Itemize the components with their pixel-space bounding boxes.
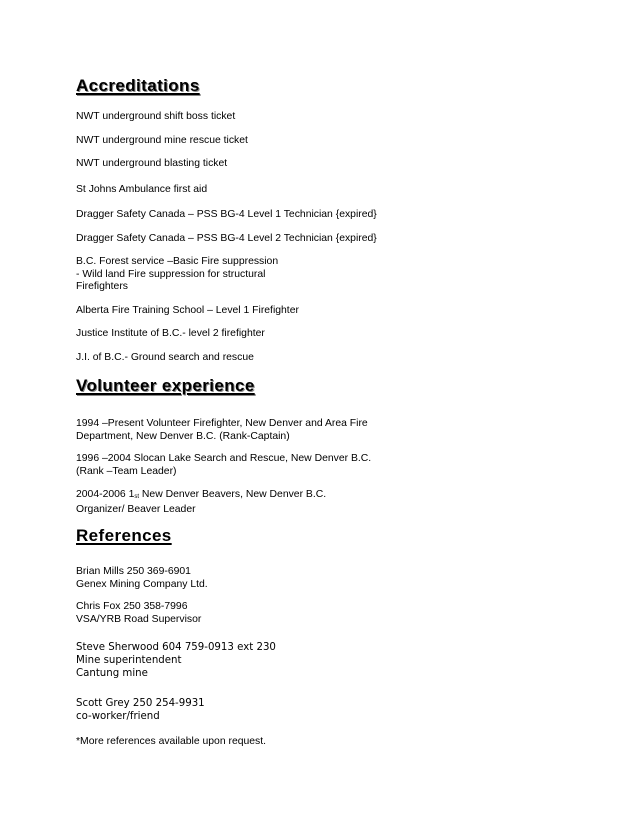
accreditation-item: Dragger Safety Canada – PSS BG-4 Level 2 Technician {expired} xyxy=(76,233,377,244)
accreditation-item: NWT underground blasting ticket xyxy=(76,158,228,169)
reference-line: Chris Fox 250 358-7996 xyxy=(76,601,188,612)
accreditation-item: Alberta Fire Training School – Level 1 Firefighter xyxy=(76,305,299,316)
volunteer-entry xyxy=(76,418,368,443)
accreditation-item: NWT underground shift boss ticket xyxy=(76,111,236,122)
volunteer-line-part: 2004-2006 1 xyxy=(76,489,135,500)
accreditation-item: St Johns Ambulance first aid xyxy=(76,184,208,195)
volunteer-line: Organizer/ Beaver Leader xyxy=(76,503,196,515)
accreditation-line: - Wild land Fire suppression for structural xyxy=(76,268,266,280)
accreditation-item: Dragger Safety Canada – PSS BG-4 Level 1 Technician {expired} xyxy=(76,209,377,220)
reference-line: Brian Mills 250 369-6901 xyxy=(76,566,191,577)
volunteer-line: 1994 –Present Volunteer Firefighter, New Denver and Area Fire xyxy=(76,418,368,429)
accreditations-heading: Accreditations xyxy=(76,76,200,95)
accreditation-item xyxy=(76,256,278,294)
volunteer-line: (Rank –Team Leader) xyxy=(76,465,177,477)
volunteer-entry xyxy=(76,453,371,478)
references-note: *More references available upon request. xyxy=(76,736,267,747)
reference-line: Cantung mine xyxy=(76,668,148,679)
accreditation-item: J.I. of B.C.- Ground search and rescue xyxy=(76,352,254,363)
volunteer-line-part: New Denver Beavers, New Denver B.C. xyxy=(139,489,327,500)
volunteer-line xyxy=(76,489,326,504)
volunteer-line: 1996 –2004 Slocan Lake Search and Rescue, New Denver B.C. xyxy=(76,453,372,464)
reference-line: co-worker/friend xyxy=(76,711,160,722)
reference-entry xyxy=(76,697,205,723)
reference-line: Scott Grey 250 254-9931 xyxy=(76,698,205,709)
reference-entry xyxy=(76,641,276,680)
reference-line: Steve Sherwood 604 759-0913 ext 230 xyxy=(76,642,276,653)
accreditation-line: Firefighters xyxy=(76,281,128,292)
reference-entry xyxy=(76,601,201,626)
reference-line: Genex Mining Company Ltd. xyxy=(76,578,208,590)
reference-line: VSA/YRB Road Supervisor xyxy=(76,613,202,625)
accreditation-item: Justice Institute of B.C.- level 2 firefighter xyxy=(76,328,265,339)
references-heading: References xyxy=(76,526,172,545)
volunteer-line: Department, New Denver B.C. (Rank-Captain) xyxy=(76,430,290,442)
accreditation-item: NWT underground mine rescue ticket xyxy=(76,135,248,146)
accreditation-line: B.C. Forest service –Basic Fire suppression xyxy=(76,256,279,267)
reference-line: Mine superintendent xyxy=(76,655,182,666)
reference-entry xyxy=(76,566,208,591)
ordinal-suffix: st xyxy=(134,494,140,500)
volunteer-heading: Volunteer experience xyxy=(76,376,255,395)
volunteer-entry xyxy=(76,489,326,516)
